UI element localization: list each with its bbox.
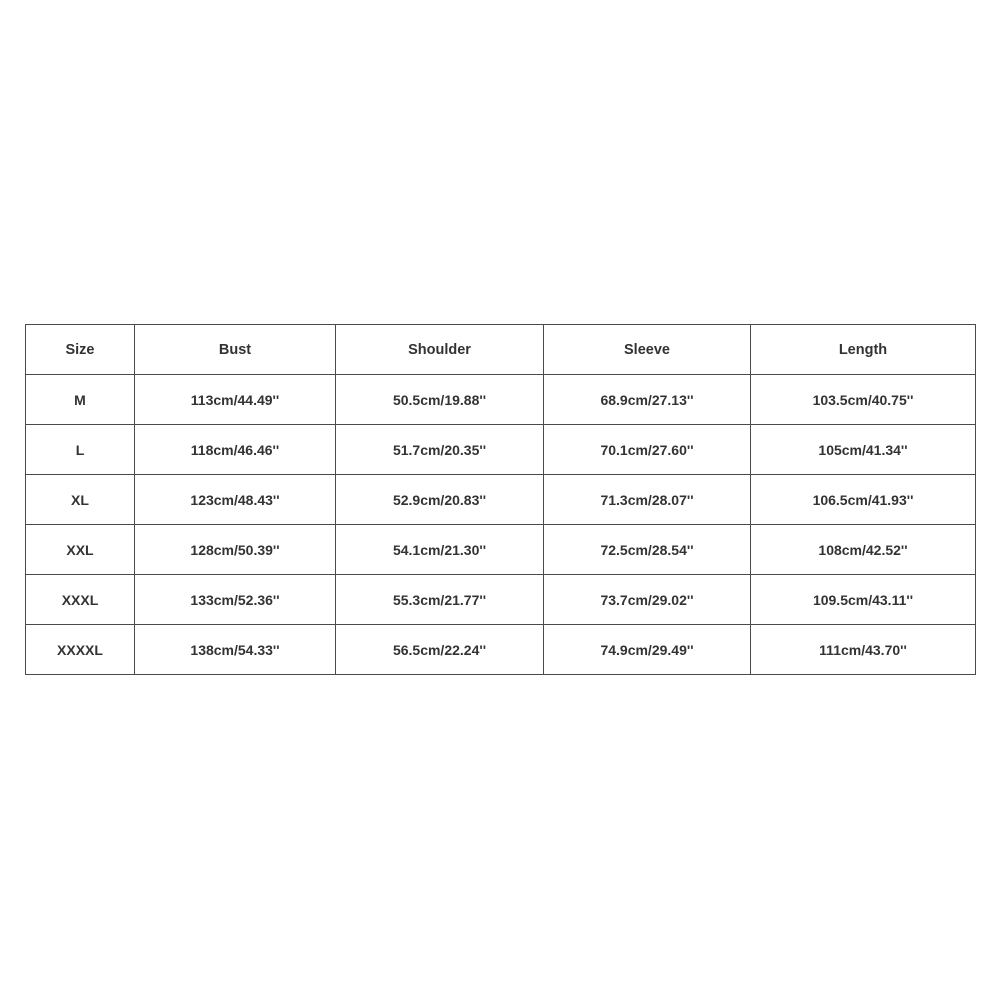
sleeve-cell: 70.1cm/27.60''	[544, 425, 751, 475]
shoulder-cell: 51.7cm/20.35''	[336, 425, 544, 475]
size-cell: L	[26, 425, 135, 475]
sleeve-cell: 73.7cm/29.02''	[544, 575, 751, 625]
table-row	[26, 475, 976, 525]
sleeve-cell: 68.9cm/27.13''	[544, 375, 751, 425]
header-bust: Bust	[135, 325, 336, 375]
length-cell: 111cm/43.70''	[751, 625, 976, 675]
header-shoulder: Shoulder	[336, 325, 544, 375]
size-cell: XL	[26, 475, 135, 525]
sleeve-cell: 72.5cm/28.54''	[544, 525, 751, 575]
size-cell: XXXL	[26, 575, 135, 625]
bust-cell: 128cm/50.39''	[135, 525, 336, 575]
shoulder-cell: 52.9cm/20.83''	[336, 475, 544, 525]
size-chart-table	[25, 324, 976, 675]
length-cell: 106.5cm/41.93''	[751, 475, 976, 525]
table-row	[26, 525, 976, 575]
sleeve-cell: 71.3cm/28.07''	[544, 475, 751, 525]
size-cell: XXL	[26, 525, 135, 575]
bust-cell: 118cm/46.46''	[135, 425, 336, 475]
shoulder-cell: 50.5cm/19.88''	[336, 375, 544, 425]
bust-cell: 113cm/44.49''	[135, 375, 336, 425]
table-row	[26, 375, 976, 425]
sleeve-cell: 74.9cm/29.49''	[544, 625, 751, 675]
header-sleeve: Sleeve	[544, 325, 751, 375]
table-row	[26, 625, 976, 675]
shoulder-cell: 54.1cm/21.30''	[336, 525, 544, 575]
length-cell: 105cm/41.34''	[751, 425, 976, 475]
header-length: Length	[751, 325, 976, 375]
bust-cell: 123cm/48.43''	[135, 475, 336, 525]
bust-cell: 138cm/54.33''	[135, 625, 336, 675]
header-size: Size	[26, 325, 135, 375]
length-cell: 103.5cm/40.75''	[751, 375, 976, 425]
size-cell: XXXXL	[26, 625, 135, 675]
length-cell: 108cm/42.52''	[751, 525, 976, 575]
table-row	[26, 575, 976, 625]
table-row	[26, 425, 976, 475]
shoulder-cell: 56.5cm/22.24''	[336, 625, 544, 675]
shoulder-cell: 55.3cm/21.77''	[336, 575, 544, 625]
length-cell: 109.5cm/43.11''	[751, 575, 976, 625]
size-cell: M	[26, 375, 135, 425]
bust-cell: 133cm/52.36''	[135, 575, 336, 625]
header-row	[26, 325, 976, 375]
